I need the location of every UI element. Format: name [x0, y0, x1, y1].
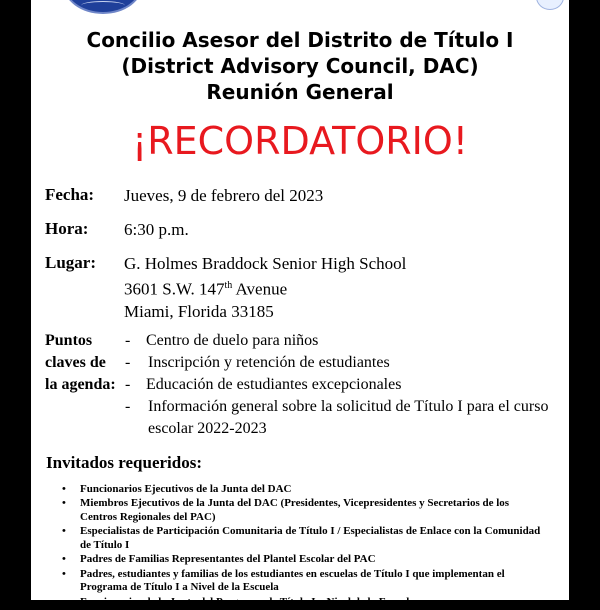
agenda-item: - Educación de estudiantes excepcionales	[125, 374, 565, 396]
agenda-label: Puntos claves de la agenda:	[45, 332, 116, 393]
hora-value: 6:30 p.m.	[124, 220, 189, 239]
fecha-label: Fecha:	[45, 185, 95, 204]
agenda-item: - Inscripción y retención de estudiantes	[125, 352, 565, 374]
invited-item: • Especialistas de Participación Comunitaria de Título I / Especialistas de Enlace con la Comunidad de Título I	[62, 525, 546, 552]
invited-item: • Funcionarios de la Junta del Programa de Título I a Nivel de la Escuela	[62, 596, 546, 610]
lugar-label: Lugar:	[45, 253, 96, 272]
meeting-title	[31, 27, 569, 105]
lugar-line-1: G. Holmes Braddock Senior High School	[124, 254, 407, 273]
agenda-item: - Centro de duelo para niños	[125, 330, 565, 352]
invited-item: • Padres, estudiantes y familias de los estudiantes en escuelas de Título I que implementan el Programa de Título I a Nivel de la Escuela	[62, 568, 546, 595]
title-line-2: (District Advisory Council, DAC)	[121, 54, 479, 78]
district-seal-icon	[63, 0, 143, 14]
partial-logo-icon	[536, 0, 564, 10]
invited-item: • Miembros Ejecutivos de la Junta del DAC (Presidentes, Vicepresidentes y Secretarios de los Centros Regionales del PAC)	[62, 497, 546, 524]
title-line-3: Reunión General	[206, 80, 394, 104]
title-line-1: Concilio Asesor del Distrito de Título I	[86, 28, 514, 52]
lugar-line-2: 3601 S.W. 147th Avenue	[124, 279, 288, 299]
hora-label: Hora:	[45, 219, 89, 238]
invited-item: • Padres de Familias Representantes del Plantel Escolar del PAC	[62, 553, 546, 567]
lugar-value	[124, 253, 406, 323]
fecha-value: Jueves, 9 de febrero del 2023	[124, 186, 324, 205]
reminder-heading: ¡RECORDATORIO!	[131, 119, 468, 163]
invited-heading: Invitados requeridos:	[46, 453, 203, 472]
flyer-page	[31, 0, 569, 608]
invited-list	[62, 483, 546, 610]
invited-item: • Funcionarios Ejecutivos de la Junta del DAC	[62, 483, 546, 497]
agenda-list	[125, 330, 565, 440]
lugar-line-3: Miami, Florida 33185	[124, 301, 274, 321]
agenda-item: - Información general sobre la solicitud de Título I para el curso escolar 2022-2023	[125, 396, 565, 440]
